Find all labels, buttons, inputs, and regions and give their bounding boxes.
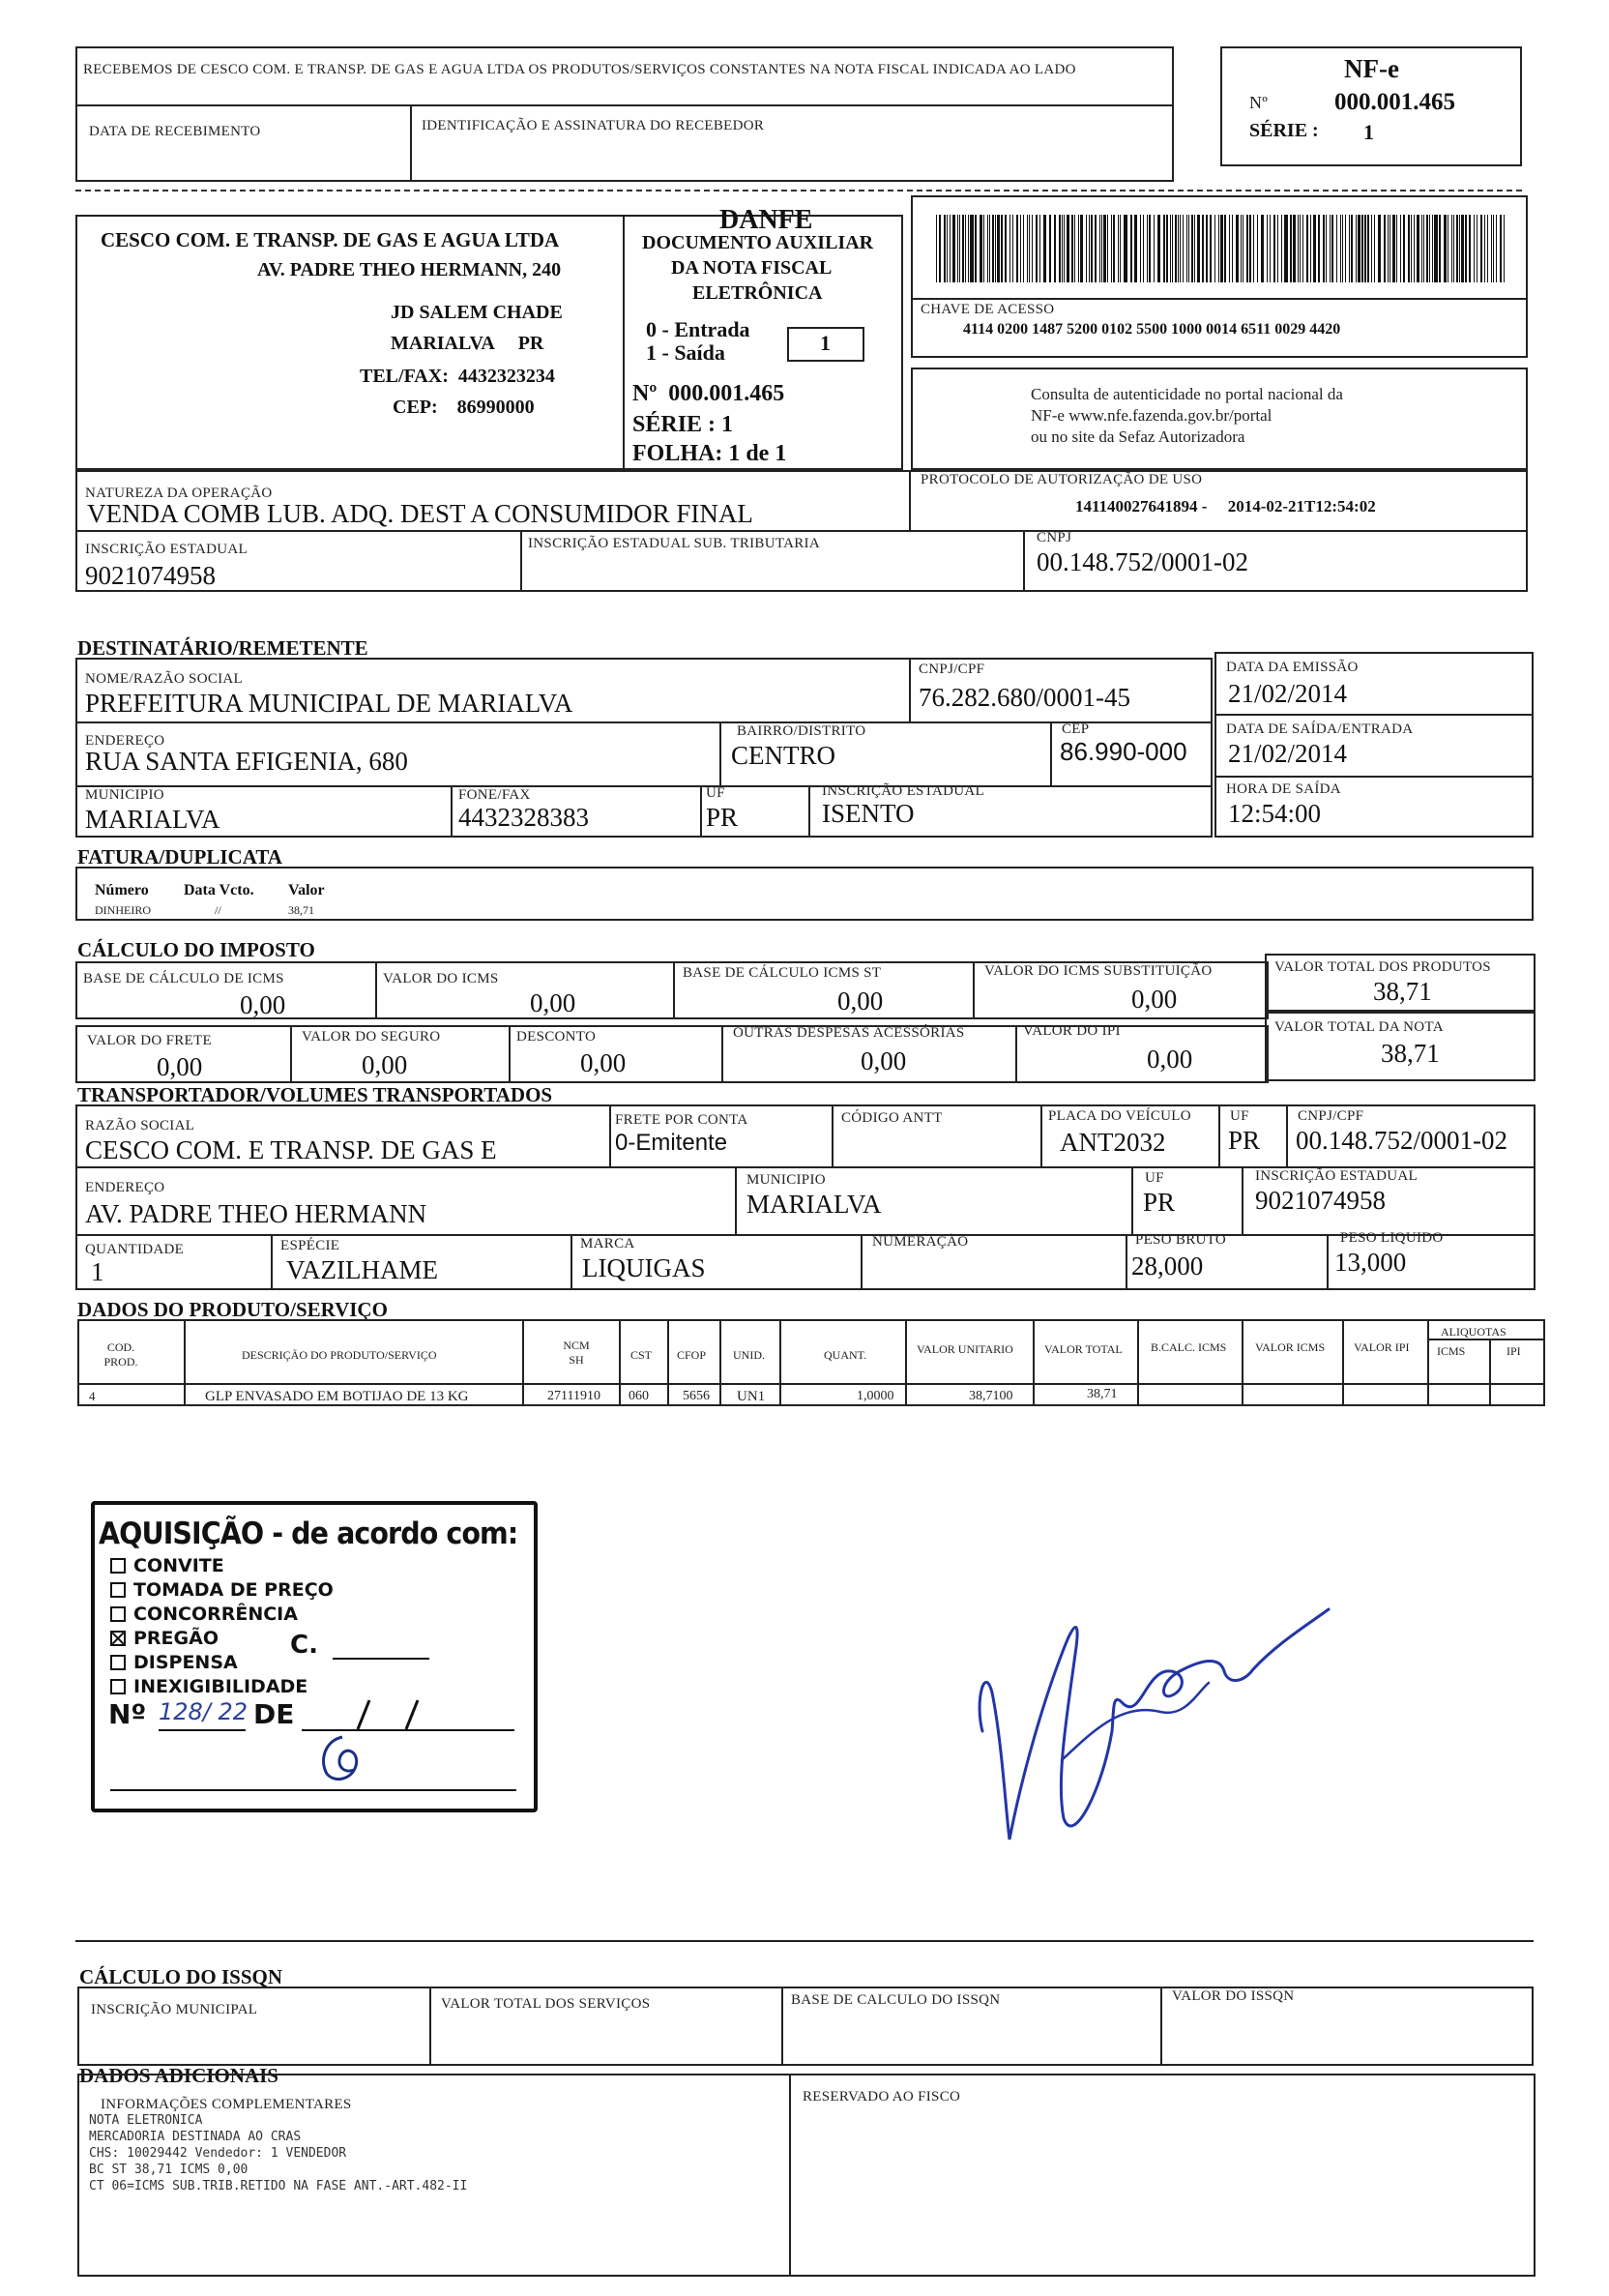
col-rate-ipi: IPI — [1507, 1344, 1521, 1358]
additional-info-line: BC ST 38,71 ICMS 0,00 — [89, 2163, 249, 2177]
handwritten-signature — [967, 1586, 1334, 1857]
recipient-cnpj-label: CNPJ/CPF — [919, 662, 985, 677]
consult-line-2: NF-e www.nfe.fazenda.gov.br/portal — [1031, 406, 1273, 425]
col-rate-icms: ICMS — [1437, 1344, 1466, 1358]
carrier-address: AV. PADRE THEO HERMANN — [85, 1199, 427, 1228]
row-unit: UN1 — [737, 1389, 766, 1404]
additional-info-line: CHS: 10029442 Vendedor: 1 VENDEDOR — [89, 2146, 347, 2161]
issqn-municipal-label: INSCRIÇÃO MUNICIPAL — [91, 2002, 258, 2017]
products-section-title: DADOS DO PRODUTO/SERVIÇO — [77, 1298, 388, 1321]
col-rates: ALIQUOTAS — [1441, 1325, 1507, 1339]
recipient-address: RUA SANTA EFIGENIA, 680 — [85, 747, 408, 776]
col-icms-base: B.CALC. ICMS — [1151, 1340, 1227, 1354]
net-weight-label: PESO LIQUIDO — [1340, 1230, 1444, 1246]
ie-label: INSCRIÇÃO ESTADUAL — [85, 542, 248, 557]
carrier-ie: 9021074958 — [1255, 1186, 1386, 1215]
danfe-entry: 0 - Entrada — [646, 317, 750, 341]
icms-base-label: BASE DE CÁLCULO DE ICMS — [83, 971, 284, 986]
receipt-number-label: Nº — [1249, 93, 1269, 112]
row-total: 38,71 — [1087, 1387, 1118, 1401]
col-unit: UNID. — [733, 1348, 765, 1362]
invoice-col-number: Número — [95, 882, 149, 898]
icms-base: 0,00 — [240, 990, 286, 1019]
issuer-district: JD SALEM CHADE — [391, 302, 563, 323]
checkbox-icon — [110, 1679, 126, 1694]
stamp-option-label: TOMADA DE PREÇO — [133, 1578, 334, 1601]
additional-info-label: INFORMAÇÕES COMPLEMENTARES — [101, 2097, 352, 2112]
recipient-name-label: NOME/RAZÃO SOCIAL — [85, 671, 244, 687]
recipient-name: PREFEITURA MUNICIPAL DE MARIALVA — [85, 689, 573, 718]
stamp-option — [110, 1577, 334, 1602]
stamp-option-label: INEXIGIBILIDADE — [133, 1675, 308, 1697]
issuer-phone: TEL/FAX: 4432323234 — [360, 366, 555, 387]
receipt-number: 000.001.465 — [1334, 89, 1455, 115]
carrier-city: MARIALVA — [746, 1190, 882, 1219]
issqn-section-title: CÁLCULO DO ISSQN — [79, 1965, 283, 1988]
danfe-subtitle-2: DA NOTA FISCAL — [671, 257, 833, 279]
danfe-subtitle-3: ELETRÔNICA — [692, 282, 823, 304]
icms-st-value: 0,00 — [1131, 985, 1178, 1014]
stamp-title: AQUISIÇÃO - de acordo com: — [99, 1516, 518, 1551]
recipient-phone: 4432328383 — [458, 803, 589, 832]
ie-st-label: INSCRIÇÃO ESTADUAL SUB. TRIBUTARIA — [528, 536, 820, 551]
ipi-label: VALOR DO IPI — [1023, 1023, 1121, 1039]
recipient-ie: ISENTO — [822, 799, 915, 828]
protocol-label: PROTOCOLO DE AUTORIZAÇÃO DE USO — [921, 472, 1203, 487]
stamp-option-label: CONVITE — [133, 1554, 224, 1576]
cnpj-label: CNPJ — [1037, 530, 1072, 545]
invoice-section-title: FATURA/DUPLICATA — [77, 845, 282, 868]
stamp-option-label: PREGÃO — [133, 1627, 219, 1649]
net-weight: 13,000 — [1334, 1248, 1407, 1277]
stamp-option — [110, 1553, 334, 1577]
col-code: COD. PROD. — [103, 1340, 138, 1369]
col-cst: CST — [630, 1348, 653, 1362]
stamp-number-line — [159, 1729, 246, 1731]
row-ncm: 27111910 — [547, 1389, 600, 1403]
receipt-signature-label: IDENTIFICAÇÃO E ASSINATURA DO RECEBEDOR — [422, 118, 765, 133]
consult-line-1: Consulta de autenticidade no portal nacional da — [1031, 385, 1343, 403]
receipt-nfe-title: NF-e — [1344, 54, 1399, 83]
recipient-cep-label: CEP — [1062, 721, 1090, 737]
danfe-type-value: 1 — [820, 331, 831, 355]
receipt-series-label: SÉRIE : — [1249, 120, 1319, 141]
danfe-number: Nº 000.001.465 — [632, 381, 785, 406]
receipt-date-label: DATA DE RECEBIMENTO — [89, 124, 261, 139]
col-unit-value: VALOR UNITARIO — [917, 1342, 1013, 1356]
stamp-de-label: DE — [253, 1698, 295, 1730]
recipient-city: MARIALVA — [85, 805, 220, 834]
additional-info-line: NOTA ELETRONICA — [89, 2113, 203, 2128]
recipient-ie-label: INSCRIÇÃO ESTADUAL — [822, 783, 984, 799]
tax-section-title: CÁLCULO DO IMPOSTO — [77, 938, 315, 961]
recipient-cep: 86.990-000 — [1060, 737, 1187, 766]
access-key: 4114 0200 1487 5200 0102 5500 1000 0014 6511 0029 4420 — [963, 321, 1341, 338]
exit-date: 21/02/2014 — [1228, 739, 1348, 768]
recipient-district-label: BAIRRO/DISTRITO — [737, 723, 866, 739]
stamp-options — [110, 1553, 334, 1698]
danfe-sheet: FOLHA: 1 de 1 — [632, 441, 787, 466]
issue-date: 21/02/2014 — [1228, 679, 1348, 708]
row-code: 4 — [89, 1389, 96, 1403]
note-total: 38,71 — [1381, 1039, 1440, 1068]
stamp-number-prefix: Nº — [108, 1698, 147, 1730]
volume-qty-label: QUANTIDADE — [85, 1242, 185, 1257]
carrier-uf2: PR — [1143, 1188, 1176, 1217]
stamp-number-value: 128/ 22 — [159, 1698, 249, 1725]
volume-numbering-label: NUMERAÇÃO — [872, 1234, 969, 1250]
recipient-city-label: MUNICIPIO — [85, 787, 164, 803]
volume-brand: LIQUIGAS — [582, 1253, 706, 1282]
row-cfop: 5656 — [683, 1389, 710, 1403]
freight: 0,00 — [157, 1052, 203, 1081]
additional-info-lines — [89, 2112, 467, 2194]
icms-st-base-label: BASE DE CÁLCULO ICMS ST — [683, 965, 882, 981]
stamp-c-line — [333, 1658, 429, 1660]
col-desc: DESCRIÇÃO DO PRODUTO/SERVIÇO — [242, 1348, 437, 1362]
danfe-subtitle-1: DOCUMENTO AUXILIAR — [642, 232, 874, 253]
receipt-statement: RECEBEMOS DE CESCO COM. E TRANSP. DE GAS E AGUA LTDA OS PRODUTOS/SERVIÇOS CONSTANTES NA NOTA FISCAL INDICADA AO LADO — [83, 62, 1076, 77]
additional-info-line: CT 06=ICMS SUB.TRIB.RETIDO NA FASE ANT.-ART.482-II — [89, 2179, 468, 2193]
danfe-exit: 1 - Saída — [646, 340, 725, 365]
invoice-value: 38,71 — [288, 903, 314, 917]
checkbox-icon — [110, 1655, 126, 1670]
row-desc: GLP ENVASADO EM BOTIJAO DE 13 KG — [205, 1389, 469, 1404]
carrier-uf-label: UF — [1230, 1108, 1249, 1124]
stamp-initials — [306, 1731, 383, 1785]
carrier-antt-label: CÓDIGO ANTT — [841, 1110, 943, 1126]
icms-value: 0,00 — [530, 988, 576, 1017]
products-total-label: VALOR TOTAL DOS PRODUTOS — [1274, 959, 1491, 975]
other: 0,00 — [861, 1046, 907, 1075]
carrier-freight-label: FRETE POR CONTA — [615, 1112, 748, 1128]
col-cfop: CFOP — [677, 1348, 707, 1362]
discount-label: DESCONTO — [516, 1029, 597, 1045]
discount: 0,00 — [580, 1048, 627, 1077]
stamp-option — [110, 1602, 334, 1626]
cnpj-value: 00.148.752/0001-02 — [1037, 547, 1248, 576]
exit-time-label: HORA DE SAÍDA — [1226, 781, 1341, 797]
nature-value: VENDA COMB LUB. ADQ. DEST A CONSUMIDOR FINAL — [87, 499, 753, 528]
issqn-base-label: BASE DE CALCULO DO ISSQN — [791, 1992, 1001, 2008]
other-label: OUTRAS DESPESAS ACESSÓRIAS — [733, 1025, 965, 1041]
recipient-uf-label: UF — [706, 785, 725, 801]
volume-kind: VAZILHAME — [286, 1255, 438, 1284]
insurance-label: VALOR DO SEGURO — [302, 1029, 441, 1045]
col-total: VALOR TOTAL — [1044, 1342, 1123, 1356]
recipient-address-label: ENDEREÇO — [85, 733, 165, 749]
danfe-series: SÉRIE : 1 — [632, 412, 734, 437]
issuer-address: AV. PADRE THEO HERMANN, 240 — [257, 259, 562, 280]
col-ipi-value: VALOR IPI — [1354, 1340, 1410, 1354]
issuer-city: MARIALVA PR — [391, 333, 544, 354]
recipient-section-title: DESTINATÁRIO/REMETENTE — [77, 636, 368, 660]
icms-st-value-label: VALOR DO ICMS SUBSTITUIÇÃO — [984, 963, 1213, 979]
carrier-city-label: MUNICIPIO — [746, 1172, 826, 1188]
row-cst: 060 — [629, 1389, 649, 1403]
carrier-freight: 0-Emitente — [615, 1130, 728, 1156]
issuer-name: CESCO COM. E TRANSP. DE GAS E AGUA LTDA — [101, 228, 560, 251]
access-key-label: CHAVE DE ACESSO — [921, 302, 1055, 317]
gross-weight: 28,000 — [1131, 1251, 1204, 1280]
stamp-c-label: C. — [290, 1631, 318, 1660]
icms-st-base: 0,00 — [837, 986, 884, 1016]
carrier-name-label: RAZÃO SOCIAL — [85, 1118, 195, 1133]
protocol-value: 141140027641894 - 2014-02-21T12:54:02 — [1075, 497, 1376, 515]
carrier-cnpj-label: CNPJ/CPF — [1298, 1108, 1364, 1124]
carrier-name: CESCO COM. E TRANSP. DE GAS E — [85, 1135, 497, 1164]
recipient-cnpj: 76.282.680/0001-45 — [919, 683, 1130, 712]
checkbox-icon — [110, 1606, 126, 1622]
issue-date-label: DATA DA EMISSÃO — [1226, 660, 1359, 675]
additional-section-title: DADOS ADICIONAIS — [79, 2064, 278, 2087]
col-icms-value: VALOR ICMS — [1255, 1340, 1326, 1354]
carrier-plate: ANT2032 — [1060, 1128, 1166, 1157]
access-key-barcode — [936, 215, 1507, 282]
products-total: 38,71 — [1373, 977, 1432, 1006]
recipient-uf: PR — [706, 803, 739, 832]
invoice-col-value: Valor — [288, 882, 325, 898]
exit-time: 12:54:00 — [1228, 799, 1322, 828]
issqn-top-rule — [75, 1940, 1534, 1942]
issuer-cep: CEP: 86990000 — [393, 397, 535, 418]
row-unit-value: 38,7100 — [969, 1389, 1013, 1403]
carrier-ie-label: INSCRIÇÃO ESTADUAL — [1255, 1168, 1418, 1184]
recipient-phone-label: FONE/FAX — [458, 787, 531, 803]
checked-box-icon — [110, 1631, 126, 1646]
ie-value: 9021074958 — [85, 561, 216, 590]
row-qty: 1,0000 — [857, 1389, 894, 1403]
col-qty: QUANT. — [824, 1348, 867, 1362]
receipt-series: 1 — [1363, 120, 1374, 144]
transport-section-title: TRANSPORTADOR/VOLUMES TRANSPORTADOS — [77, 1083, 553, 1106]
cut-line — [75, 190, 1522, 191]
stamp-option-label: CONCORRÊNCIA — [133, 1603, 298, 1625]
carrier-uf2-label: UF — [1145, 1170, 1164, 1186]
nature-label: NATUREZA DA OPERAÇÃO — [85, 486, 273, 501]
volume-qty: 1 — [91, 1257, 104, 1286]
recipient-district: CENTRO — [731, 741, 835, 770]
volume-kind-label: ESPÉCIE — [280, 1238, 340, 1253]
carrier-plate-label: PLACA DO VEÍCULO — [1048, 1108, 1191, 1124]
note-total-label: VALOR TOTAL DA NOTA — [1274, 1019, 1444, 1035]
col-ncm: NCM SH — [563, 1339, 590, 1367]
invoice-number: DINHEIRO — [95, 903, 151, 917]
carrier-address-label: ENDEREÇO — [85, 1180, 165, 1195]
issqn-value-label: VALOR DO ISSQN — [1172, 1988, 1295, 2004]
issqn-services-total-label: VALOR TOTAL DOS SERVIÇOS — [441, 1996, 651, 2012]
stamp-signature-line — [110, 1789, 516, 1791]
additional-info-line: MERCADORIA DESTINADA AO CRAS — [89, 2130, 302, 2144]
stamp-option — [110, 1674, 334, 1698]
checkbox-icon — [110, 1582, 126, 1598]
freight-label: VALOR DO FRETE — [87, 1033, 212, 1048]
consult-line-3: ou no site da Sefaz Autorizadora — [1031, 427, 1245, 446]
danfe-title: DANFE — [719, 205, 813, 235]
icms-value-label: VALOR DO ICMS — [383, 971, 499, 986]
stamp-option-label: DISPENSA — [133, 1651, 238, 1673]
ipi: 0,00 — [1147, 1045, 1193, 1074]
gross-weight-label: PESO BRUTO — [1135, 1232, 1226, 1248]
carrier-cnpj: 00.148.752/0001-02 — [1296, 1126, 1507, 1155]
exit-date-label: DATA DE SAÍDA/ENTRADA — [1226, 721, 1414, 737]
stamp-date-slashes — [319, 1698, 435, 1731]
invoice-col-due: Data Vcto. — [184, 882, 254, 898]
fisco-label: RESERVADO AO FISCO — [803, 2089, 961, 2105]
invoice-due: // — [215, 903, 221, 917]
carrier-uf: PR — [1228, 1126, 1261, 1155]
insurance: 0,00 — [362, 1050, 408, 1079]
checkbox-icon — [110, 1558, 126, 1574]
volume-brand-label: MARCA — [580, 1236, 635, 1251]
